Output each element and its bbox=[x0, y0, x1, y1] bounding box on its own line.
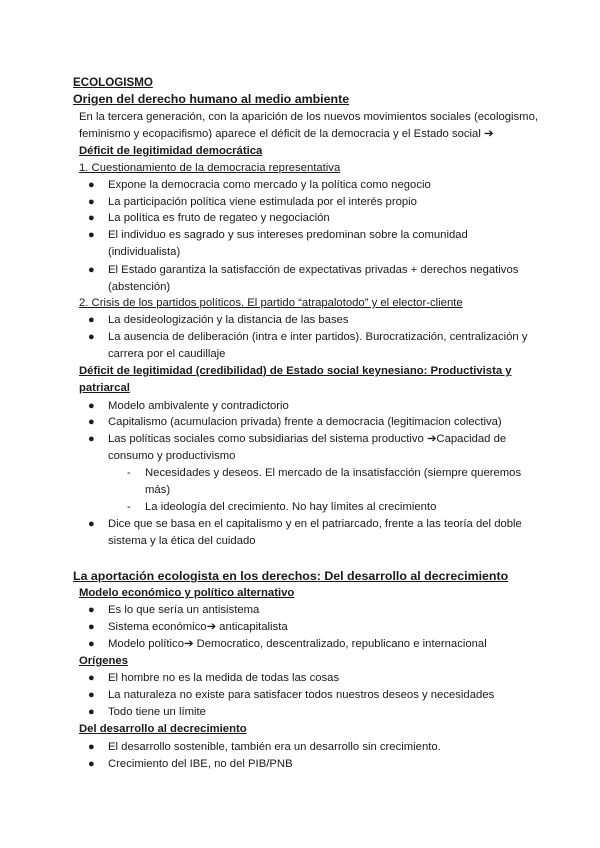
section-heading-origen: Origen del derecho humano al medio ambiente bbox=[73, 92, 350, 106]
list-item: La desideologización y la distancia de las bases bbox=[108, 314, 349, 326]
list-item-continuation: carrera por el caudillaje bbox=[108, 348, 226, 360]
bullet-icon: ● bbox=[88, 229, 95, 241]
section-heading-aportacion: La aportación ecologista en los derechos: Del desarrollo al decrecimiento bbox=[73, 569, 509, 583]
sub-list-item: La ideología del crecimiento. No hay límites al crecimiento bbox=[145, 501, 437, 513]
bullet-icon: ● bbox=[88, 433, 95, 445]
subheading-origenes: Orígenes bbox=[79, 655, 128, 667]
bullet-icon: ● bbox=[88, 314, 95, 326]
list-item: Crecimiento del IBE, no del PIB/PNB bbox=[108, 758, 293, 770]
subheading-modelo: Modelo económico y político alternativo bbox=[79, 587, 295, 599]
bullet-icon: ● bbox=[88, 672, 95, 684]
bullet-icon: ● bbox=[88, 196, 95, 208]
list-item: La naturaleza no existe para satisfacer todos nuestros deseos y necesidades bbox=[108, 689, 495, 701]
bullet-icon: ● bbox=[88, 638, 95, 650]
list-item-continuation: sistema y la ética del cuidado bbox=[108, 535, 256, 547]
list-item: El individuo es sagrado y sus intereses predominan sobre la comunidad bbox=[108, 229, 468, 241]
list-item: El Estado garantiza la satisfacción de expectativas privadas + derechos negativos bbox=[108, 264, 519, 276]
list-item: La política es fruto de regateo y negociación bbox=[108, 212, 330, 224]
bullet-icon: ● bbox=[88, 758, 95, 770]
list-item: Sistema económico➔ anticapitalista bbox=[108, 621, 288, 633]
list-item: Expone la democracia como mercado y la política como negocio bbox=[108, 179, 431, 191]
list-item: Es lo que sería un antisistema bbox=[108, 604, 260, 616]
bullet-icon: ● bbox=[88, 400, 95, 412]
bullet-icon: ● bbox=[88, 689, 95, 701]
bullet-icon: ● bbox=[88, 331, 95, 343]
list-item: El hombre no es la medida de todas las cosas bbox=[108, 672, 340, 684]
bullet-icon: ● bbox=[88, 621, 95, 633]
list-item: Modelo político➔ Democratico, descentralizado, republicano e internacional bbox=[108, 638, 487, 650]
subheading-deficit-democratico: Déficit de legitimidad democrática bbox=[79, 145, 263, 157]
list-item: Las políticas sociales como subsidiarias del sistema productivo ➔Capacidad de bbox=[108, 433, 507, 445]
subheading-deficit-estado-2: patriarcal bbox=[79, 382, 130, 394]
list-item: La participación política viene estimulada por el interés propio bbox=[108, 196, 417, 208]
list-item: El desarrollo sostenible, también era un desarrollo sin crecimiento. bbox=[108, 741, 441, 753]
list-item: Dice que se basa en el capitalismo y en el patriarcado, frente a las teoría del doble bbox=[108, 518, 522, 530]
list-item-continuation: (individualista) bbox=[108, 246, 181, 258]
list-item-continuation: consumo y productivismo bbox=[108, 450, 236, 462]
subheading-desarrollo: Del desarrollo al decrecimiento bbox=[79, 723, 247, 735]
bullet-icon: ● bbox=[88, 706, 95, 718]
sub-list-item-continuation: más) bbox=[145, 484, 171, 496]
subheading-deficit-estado-1: Déficit de legitimidad (credibilidad) de Estado social keynesiano: Productivista y bbox=[79, 365, 512, 377]
list-item: Capitalismo (acumulacion privada) frente a democracia (legitimacion colectiva) bbox=[108, 416, 502, 428]
bullet-icon: ● bbox=[88, 518, 95, 530]
bullet-icon: ● bbox=[88, 264, 95, 276]
subheading-cuestionamiento: 1. Cuestionamiento de la democracia representativa bbox=[79, 162, 341, 174]
intro-line-1: En la tercera generación, con la aparición de los nuevos movimientos sociales (ecologismo, bbox=[79, 111, 539, 123]
bullet-icon: ● bbox=[88, 179, 95, 191]
list-item: La ausencia de deliberación (intra e inter partidos). Burocratización, centralización y bbox=[108, 331, 528, 343]
list-item: Todo tiene un límite bbox=[108, 706, 206, 718]
list-item: Modelo ambivalente y contradictorio bbox=[108, 400, 289, 412]
bullet-icon: ● bbox=[88, 604, 95, 616]
dash-marker: - bbox=[127, 467, 131, 479]
list-item-continuation: (abstención) bbox=[108, 281, 171, 293]
subheading-crisis-partidos: 2. Crisis de los partidos políticos. El partido “atrapalotodo” y el elector-cliente bbox=[79, 297, 463, 309]
document-title: ECOLOGISMO bbox=[73, 76, 153, 89]
dash-marker: - bbox=[127, 501, 131, 513]
bullet-icon: ● bbox=[88, 212, 95, 224]
bullet-icon: ● bbox=[88, 416, 95, 428]
bullet-icon: ● bbox=[88, 741, 95, 753]
sub-list-item: Necesidades y deseos. El mercado de la insatisfacción (siempre queremos bbox=[145, 467, 522, 479]
intro-line-2: feminismo y ecopacifismo) aparece el déficit de la democracia y el Estado social ➔ bbox=[79, 128, 494, 140]
